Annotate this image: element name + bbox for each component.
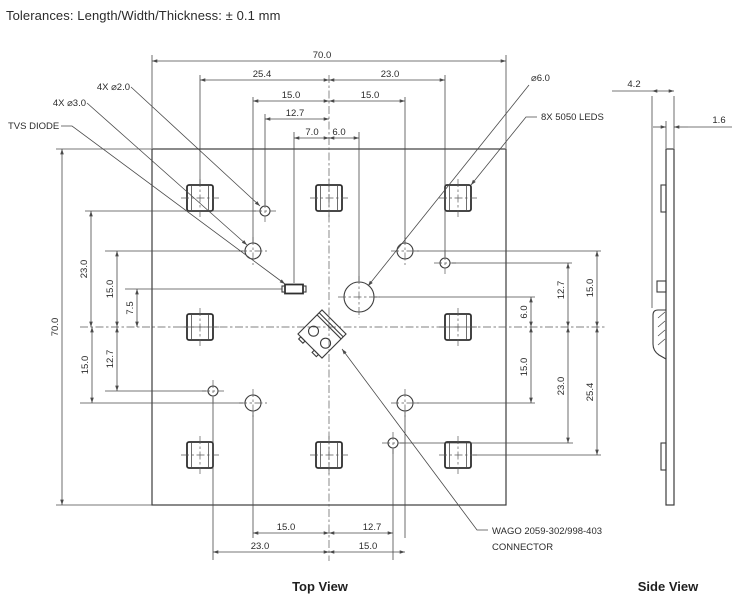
dim-right-12-7: 12.7 [556, 280, 567, 300]
tvs-diode [282, 285, 306, 294]
dim-top-25-4: 25.4 [252, 69, 272, 80]
hole-6mm [338, 276, 380, 318]
dim-left-7-5: 7.5 [125, 301, 136, 315]
pcb-side-profile [666, 149, 674, 505]
dim-left-15-0-up: 15.0 [105, 279, 116, 299]
side-view-title: Side View [637, 579, 699, 594]
dim-top-23-0: 23.0 [380, 69, 400, 80]
dim-left-15-0-down: 15.0 [80, 355, 91, 375]
label-wago-connector-line2: CONNECTOR [492, 542, 554, 553]
dim-left-23-0: 23.0 [79, 259, 90, 279]
dim-bottom-23-0: 23.0 [250, 541, 270, 552]
led-5050 [439, 436, 477, 474]
dim-side-4-2: 4.2 [627, 79, 641, 90]
dimension-labels [50, 50, 596, 552]
led-side-profile-bottom [661, 443, 666, 470]
dim-right-25-4: 25.4 [585, 382, 596, 402]
dim-top-15-0-right: 15.0 [360, 90, 380, 101]
tvs-side-profile [657, 281, 666, 292]
dim-right-6-0: 6.0 [519, 305, 530, 319]
top-view [8, 50, 606, 594]
dim-right-23-0: 23.0 [556, 376, 567, 396]
led-5050 [310, 179, 348, 217]
connector-side-profile [653, 310, 666, 359]
led-5050 [439, 308, 477, 346]
dim-bottom-15-0-left: 15.0 [276, 522, 296, 533]
label-holes-3mm: 4X ⌀3.0 [52, 98, 86, 109]
side-view-dimensions [612, 79, 732, 308]
dim-bottom-15-0-right: 15.0 [358, 541, 378, 552]
dim-left-overall: 70.0 [50, 317, 61, 337]
tolerance-note: Tolerances: Length/Width/Thickness: ± 0.1 mm [6, 8, 281, 23]
led-5050 [310, 436, 348, 474]
label-wago-connector-line1: WAGO 2059-302/998-403 [492, 526, 603, 537]
dimension-lines [62, 61, 597, 552]
dim-left-12-7: 12.7 [105, 349, 116, 369]
dim-top-7-0: 7.0 [305, 127, 319, 138]
dim-top-12-7: 12.7 [285, 108, 305, 119]
dim-right-15-0-down: 15.0 [519, 357, 530, 377]
label-leds: 8X 5050 LEDS [541, 112, 604, 123]
top-view-title: Top View [292, 579, 348, 594]
side-view [612, 79, 732, 594]
dim-side-1-6: 1.6 [712, 115, 726, 126]
label-hole-6mm: ⌀6.0 [531, 73, 550, 84]
dim-right-15-0-up: 15.0 [585, 278, 596, 298]
dim-top-15-0-left: 15.0 [281, 90, 301, 101]
label-holes-2mm: 4X ⌀2.0 [96, 82, 130, 93]
dim-bottom-12-7: 12.7 [362, 522, 382, 533]
led-5050 [181, 308, 219, 346]
led-side-profile-top [661, 185, 666, 212]
label-tvs-diode: TVS DIODE [8, 121, 60, 132]
dim-top-overall: 70.0 [312, 50, 332, 61]
dim-top-6-0: 6.0 [332, 127, 346, 138]
wago-connector [296, 310, 346, 360]
